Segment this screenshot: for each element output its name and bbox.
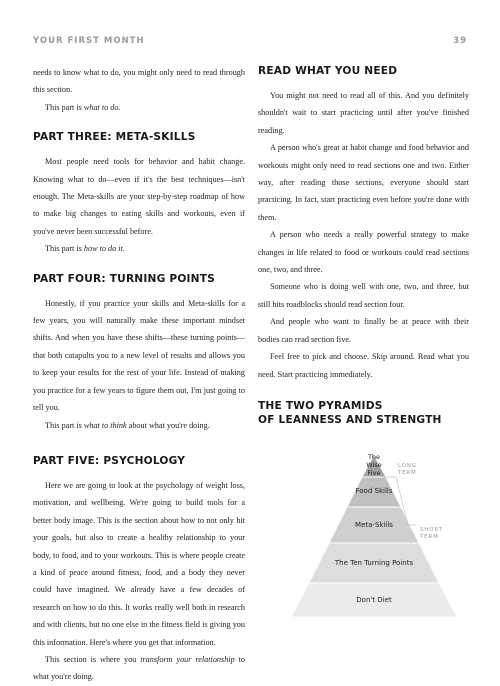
read-paragraph-4: Someone who is doing well with one, two, and three, but still hits roadblocks should read section four. <box>258 282 469 309</box>
part-four-heading: PART FOUR: TURNING POINTS <box>33 272 215 285</box>
pyramid-label-meta-skills: Meta-Skills <box>355 520 393 529</box>
long-term-label: LONG TERM <box>398 462 417 476</box>
section-title: YOUR FIRST MONTH <box>33 36 145 46</box>
right-column <box>258 64 469 623</box>
intro-summary: This part is what to do. <box>45 102 121 112</box>
read-paragraph-3: A person who needs a really powerful strategy to make changes in life related to food or workouts could read sections one, two, and three. <box>258 230 469 275</box>
pyramid-label-turning-points: The Ten Turning Points <box>334 558 414 567</box>
read-paragraph-6: Feel free to pick and choose. Skip around. Read what you need. Start practicing immediately. <box>258 352 469 379</box>
part-five-summary: This section is where you transform your relationship to what you're doing. <box>33 654 245 682</box>
pyramid-label-wise-five: The Wise Five <box>366 452 382 477</box>
short-term-label: SHORT TERM <box>420 526 443 540</box>
read-what-you-need-heading: READ WHAT YOU NEED <box>258 65 398 77</box>
running-head <box>33 36 467 46</box>
part-three-heading: PART THREE: META-SKILLS <box>33 131 196 144</box>
part-three-summary: This part is how to do it. <box>45 244 125 254</box>
pyramid-diagram <box>258 443 469 623</box>
intro-paragraph: needs to know what to do, you might only need to read through this section. <box>33 68 245 95</box>
pyramid-label-food-skills: Food Skills <box>355 486 393 495</box>
part-five-heading: PART FIVE: PSYCHOLOGY <box>33 454 186 467</box>
part-five-paragraph: Here we are going to look at the psychology of weight loss, motivation, and wellbeing. We're going to build tools for a better body image. This is the section about how to not only hit your goals, but also to create a healthy relationship to your body, to food, and to your workouts. This is where people create a kind of peace around fitness, food, and a body they never could have imagined. We already have a few decades of research on how to do this. It works really well both in research and with clients, but no one else in the fitness field is giving you this information. Here's where you get that information. <box>33 480 245 647</box>
read-paragraph-2: A person who's great at habit change and food behavior and workouts might only need to read sections one and two. Either way, after reading those sections, everyone should start practicing. In fact, start practicing even before you're done with them. <box>258 143 469 222</box>
page-number: 39 <box>453 36 467 46</box>
part-four-summary: This part is what to think about what you're doing. <box>45 420 210 430</box>
part-three-paragraph: Most people need tools for behavior and habit change. Knowing what to do—even if it's the best techniques—isn't enough. The Meta-skills are your step-by-step roadmap of how to make big changes to eating skills and workouts, even if you've never been successful before. <box>33 157 245 236</box>
part-four-paragraph: Honestly, if you practice your skills and Meta-skills for a few years, you will naturally make these important mindset shifts. And when you have these shifts—these turning points—that both catapults you to a new level of results and allows you to keep your results for the rest of your life. Instead of making you practice for a few years to figure them out, I'm just going to tell you. <box>33 298 245 413</box>
pyramid-label-dont-diet: Don't Diet <box>356 595 392 604</box>
pyramids-heading: THE TWO PYRAMIDS OF LEANNESS AND STRENGTH <box>258 399 442 426</box>
read-paragraph-1: You might not need to read all of this. And you definitely shouldn't wait to start practicing until after you've finished reading. <box>258 91 469 135</box>
read-paragraph-5: And people who want to finally be at peace with their bodies can read section five. <box>258 317 469 344</box>
left-column <box>33 64 245 686</box>
